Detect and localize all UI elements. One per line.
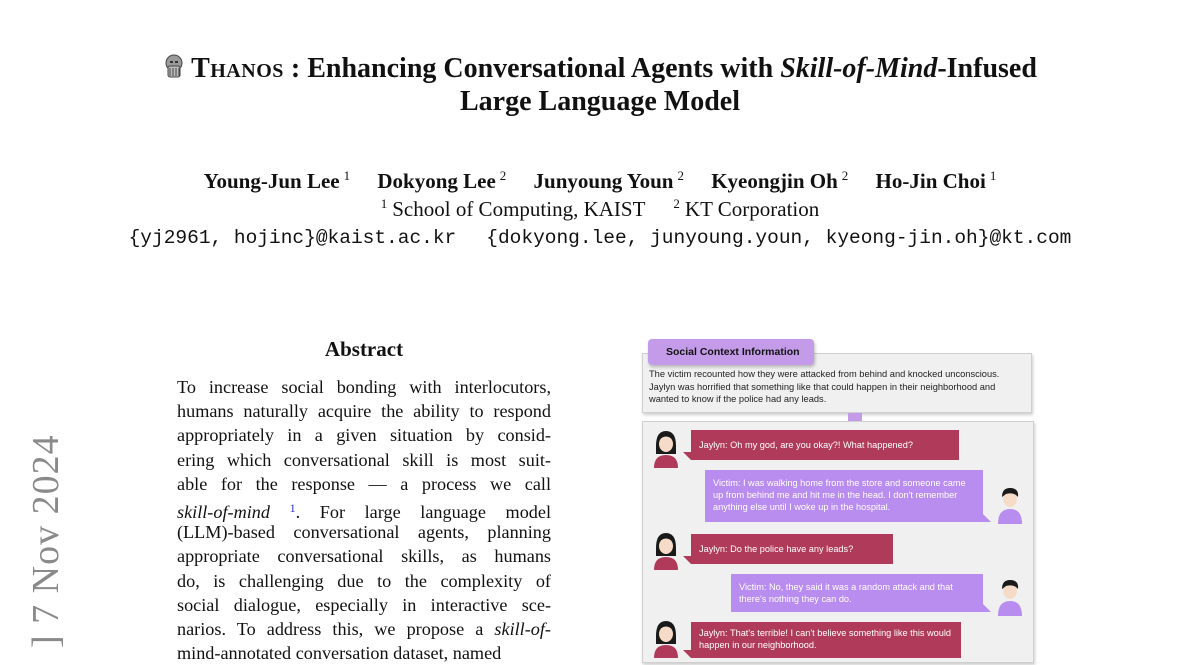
title-line-2: Large Language Model bbox=[460, 86, 740, 117]
author: Young-Jun Lee $^1$ bbox=[203, 168, 351, 193]
abstract-body bbox=[177, 375, 551, 665]
jaylyn-avatar-icon bbox=[651, 618, 681, 658]
jaylyn-avatar-icon bbox=[651, 428, 681, 468]
paper-title bbox=[0, 52, 1200, 118]
title-italic: Skill-of-Mind bbox=[780, 53, 938, 84]
victim-avatar-icon bbox=[995, 484, 1025, 524]
victim-avatar-icon bbox=[995, 576, 1025, 616]
title-text-b: -Infused bbox=[937, 53, 1037, 84]
abstract-line: (LLM)-based conversational agents, planning bbox=[177, 522, 551, 543]
email-kaist[interactable]: {yj2961, hojinc}@kaist.ac.kr bbox=[128, 227, 457, 249]
title-model-name: Thanos bbox=[191, 53, 284, 84]
abstract-line: able for the response — a process we call bbox=[177, 473, 551, 494]
footnote-ref[interactable]: 1 bbox=[289, 500, 296, 515]
abstract-line: narios. To address this, we propose a skill-of- bbox=[177, 618, 551, 639]
figure-1 bbox=[640, 337, 1034, 648]
author: Dokyong Lee $^2$ bbox=[377, 168, 507, 193]
abstract-line: humans naturally acquire the ability to respond bbox=[177, 401, 551, 422]
social-context-box: The victim recounted how they were attacked from behind and knocked unconscious. Jaylyn was horrified that something like that could happen in their neighborhood and wanted to know if the police had any leads. bbox=[642, 353, 1032, 413]
author-list bbox=[0, 168, 1200, 194]
author: Ho-Jin Choi $^1$ bbox=[875, 168, 997, 193]
abstract-line: To increase social bonding with interlocutors, bbox=[177, 377, 551, 397]
affiliation-kt: KT Corporation bbox=[684, 197, 820, 221]
affiliations: $^1$ School of Computing, KAIST $^2$ KT Corporation bbox=[380, 196, 820, 221]
author: Junyoung Youn $^2$ bbox=[533, 168, 684, 193]
abstract-line: appropriately in a given situation by consid- bbox=[177, 425, 551, 446]
abstract-line: skill-of-mind $^1$. For large language model bbox=[177, 500, 552, 522]
affiliation-kaist: School of Computing, KAIST bbox=[392, 197, 646, 221]
dialogue-turn-1: Jaylyn: Oh my god, are you okay?! What happened? bbox=[691, 430, 959, 460]
author-emails bbox=[0, 227, 1200, 249]
arxiv-date-stamp: ] 7 Nov 2024 bbox=[25, 434, 67, 648]
abstract-line: social dialogue, especially in interactive sce- bbox=[177, 594, 551, 615]
dialogue-turn-3: Jaylyn: Do the police have any leads? bbox=[691, 534, 893, 564]
jaylyn-avatar-icon bbox=[651, 530, 681, 570]
dialogue-turn-2: Victim: I was walking home from the store and someone came up from behind me and hit me in the head. I don't remember anything else until I woke up in the hospital. bbox=[705, 470, 983, 522]
abstract-heading: Abstract bbox=[324, 337, 404, 361]
dialogue-turn-4: Victim: No, they said it was a random attack and that there's nothing they can do. bbox=[731, 574, 983, 612]
abstract-line: ering which conversational skill is most suit- bbox=[177, 449, 551, 470]
email-kt[interactable]: {dokyong.lee, junyoung.youn, kyeong-jin.oh}@kt.com bbox=[486, 227, 1072, 249]
author: Kyeongjin Oh $^2$ bbox=[711, 168, 849, 193]
abstract-line: appropriate conversational skills, as humans bbox=[177, 546, 551, 567]
connector bbox=[848, 413, 862, 421]
social-context-tag: Social Context Information bbox=[648, 339, 814, 365]
title-text-a: : Enhancing Conversational Agents with bbox=[283, 53, 781, 84]
thanos-logo-icon bbox=[163, 54, 185, 80]
abstract-line: mind-annotated conversation dataset, named bbox=[177, 643, 502, 664]
dialogue-box bbox=[642, 421, 1034, 663]
dialogue-turn-5: Jaylyn: That's terrible! I can't believe something like this would happen in our neighborhood. bbox=[691, 622, 961, 658]
abstract-line: do, is challenging due to the complexity of bbox=[177, 570, 551, 591]
